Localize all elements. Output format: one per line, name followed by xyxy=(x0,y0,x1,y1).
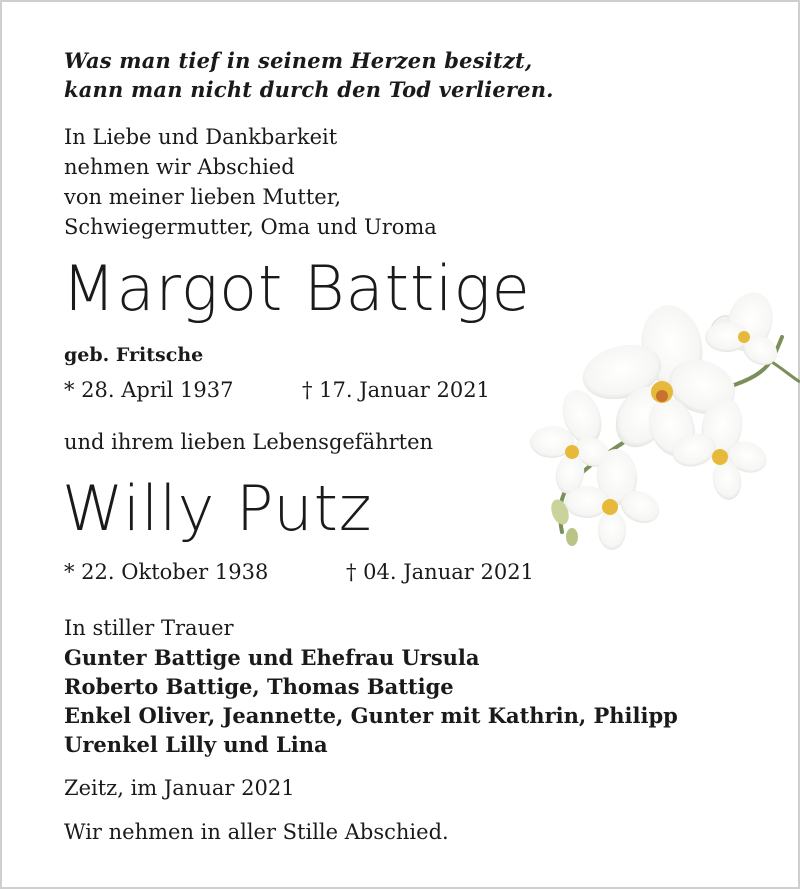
birth-date: * 28. April 1937 xyxy=(64,378,234,402)
life-dates-willy xyxy=(64,558,534,586)
mourners-list xyxy=(64,614,678,759)
motto-line: kann man nicht durch den Tod verlieren. xyxy=(64,77,554,102)
birth-date: * 22. Oktober 1938 xyxy=(64,560,269,584)
orchid-icon xyxy=(522,292,800,562)
mourner-line: Gunter Battige und Ehefrau Ursula xyxy=(64,645,480,670)
mourner-line: Urenkel Lilly und Lina xyxy=(64,732,328,757)
intro-line: von meiner lieben Mutter, xyxy=(64,185,342,209)
intro-line: In Liebe und Dankbarkeit xyxy=(64,125,338,149)
closing-line: Wir nehmen in aller Stille Abschied. xyxy=(64,820,449,844)
place-date: Zeitz, im Januar 2021 xyxy=(64,776,295,800)
intro-line: Schwiegermutter, Oma und Uroma xyxy=(64,215,437,239)
life-dates-margot xyxy=(64,376,490,404)
intro-text xyxy=(64,122,437,242)
motto-line: Was man tief in seinem Herzen besitzt, xyxy=(64,48,533,73)
death-date: † 04. Januar 2021 xyxy=(346,560,534,584)
companion-line: und ihrem lieben Lebensgefährten xyxy=(64,430,434,454)
motto-quote xyxy=(64,46,554,104)
deceased-name-margot: Margot Battige xyxy=(62,252,531,325)
maiden-name: geb. Fritsche xyxy=(64,344,204,366)
mourners-heading: In stiller Trauer xyxy=(64,616,234,640)
mourner-line: Roberto Battige, Thomas Battige xyxy=(64,674,454,699)
mourner-line: Enkel Oliver, Jeannette, Gunter mit Kathrin, Philipp xyxy=(64,703,678,728)
intro-line: nehmen wir Abschied xyxy=(64,155,295,179)
deceased-name-willy: Willy Putz xyxy=(62,472,373,545)
death-date: † 17. Januar 2021 xyxy=(302,378,490,402)
orchid-flower xyxy=(705,292,783,371)
